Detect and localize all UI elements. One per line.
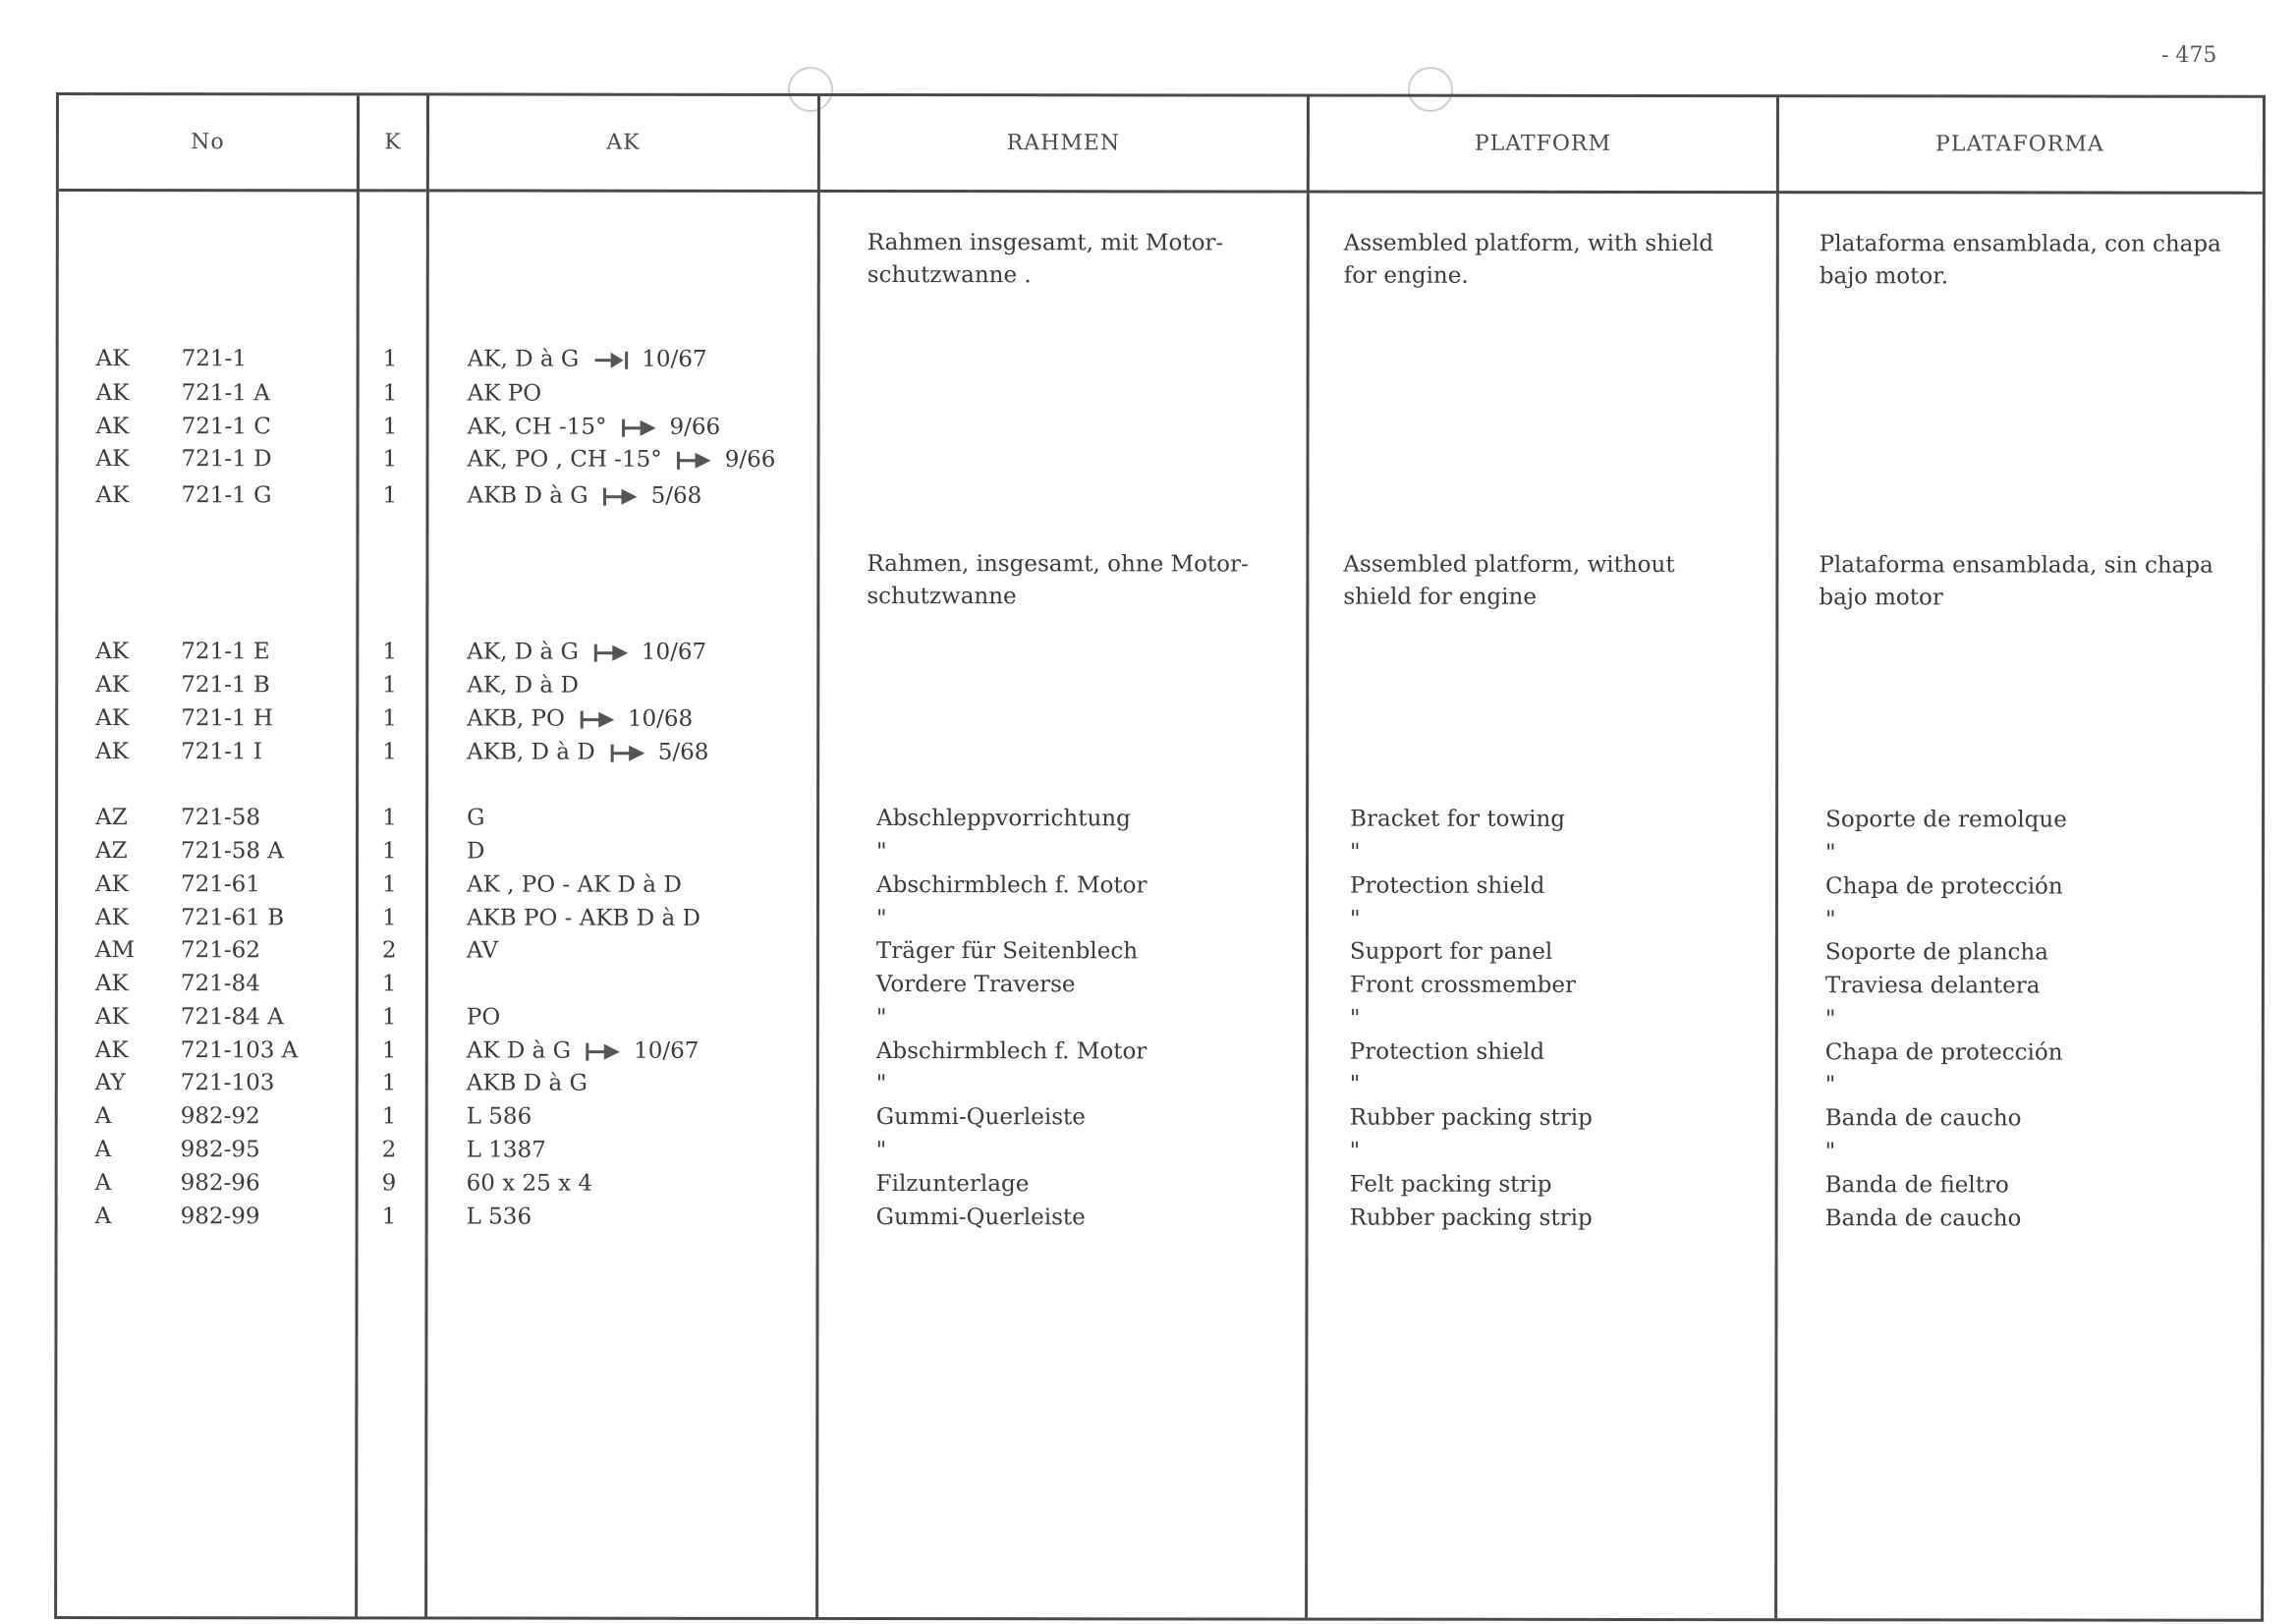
date-code: 10/67 (634, 1037, 700, 1064)
ak-application (467, 906, 700, 931)
quantity: 1 (382, 672, 397, 699)
part-number: 721-103 (180, 1070, 275, 1096)
part-prefix: AK (95, 380, 130, 407)
part-prefix: A (94, 1204, 112, 1230)
quantity: 1 (381, 971, 397, 997)
description-en: Rubber packing strip (1349, 1204, 1593, 1231)
column-divider (1305, 97, 1310, 1618)
from-icon (609, 743, 648, 764)
description-es: " (1825, 840, 1836, 867)
description-en: " (1350, 839, 1361, 866)
ak-code: AK D à G (466, 1037, 572, 1064)
quantity: 1 (381, 1103, 397, 1130)
description-en: " (1349, 1071, 1361, 1097)
part-prefix: AK (95, 739, 129, 765)
date-code: 9/66 (669, 414, 721, 440)
part-number: 721-103 A (180, 1037, 299, 1064)
description-es: Banda de caucho (1824, 1105, 2022, 1132)
part-number: 721-1 C (181, 414, 271, 440)
header-ak: AK (606, 130, 641, 155)
quantity: 1 (382, 482, 398, 509)
column-divider (355, 95, 360, 1616)
part-number: 721-84 A (180, 1004, 284, 1031)
ak-application (467, 1204, 532, 1230)
description-es: Banda de caucho (1824, 1205, 2022, 1232)
ak-application (467, 938, 498, 964)
part-prefix: AZ (95, 805, 128, 831)
part-prefix: AK (95, 446, 130, 473)
part-number: 982-95 (180, 1137, 260, 1163)
part-prefix: A (94, 1103, 112, 1130)
description-de: " (875, 906, 887, 932)
description-es: " (1824, 907, 1836, 933)
start-icon (592, 350, 632, 371)
part-prefix: AK (94, 971, 129, 997)
from-icon (579, 709, 618, 731)
ak-code: AKB D à G (466, 1070, 588, 1096)
description-en: Support for panel (1349, 938, 1553, 965)
part-prefix: AK (95, 672, 130, 699)
date-code: 10/67 (641, 639, 707, 665)
part-number: 721-61 (180, 871, 260, 898)
ak-code: AKB PO - AKB D à D (466, 905, 700, 931)
date-code: 10/68 (627, 705, 694, 732)
from-icon (585, 1041, 624, 1063)
ak-application (467, 1071, 588, 1096)
description-de: " (875, 1138, 887, 1164)
part-number: 721-1 D (181, 446, 272, 473)
description-es: Banda de fieltro (1824, 1172, 2009, 1199)
column-divider (815, 96, 820, 1617)
part-number: 721-1 G (181, 482, 272, 509)
page-number: - 475 (2161, 43, 2217, 68)
description-de: Abschirmblech f. Motor (875, 1038, 1148, 1065)
description-en: Protection shield (1349, 1038, 1545, 1065)
ak-application (468, 347, 707, 372)
ak-code: AK, D à G (467, 346, 580, 372)
ak-code: AV (466, 937, 499, 964)
description-en: Rubber packing strip (1349, 1104, 1593, 1131)
description-de: Träger für Seitenblech (875, 938, 1139, 965)
header-plataforma: PLATAFORMA (1935, 132, 2104, 157)
description-es: Soporte de remolque (1825, 807, 2067, 833)
description-en: Bracket for towing (1350, 806, 1566, 832)
column-divider (1774, 97, 1779, 1618)
quantity: 1 (382, 805, 397, 831)
part-prefix: AK (95, 482, 130, 509)
quantity: 1 (382, 446, 398, 473)
part-prefix: AK (95, 414, 130, 440)
quantity: 1 (381, 1204, 397, 1230)
group-heading-es: Plataforma ensamblada, sin chapa bajo motor (1819, 552, 2213, 611)
part-number: 721-1 A (181, 380, 270, 407)
description-de: " (875, 1071, 887, 1097)
ak-application (467, 839, 484, 865)
ak-code: AK, CH -15° (467, 414, 607, 440)
ak-application (467, 673, 579, 699)
from-icon (602, 486, 642, 508)
ak-code: AKB D à G (467, 482, 588, 509)
date-code: 5/68 (657, 739, 709, 765)
description-de: Vordere Traverse (875, 972, 1076, 998)
quantity: 1 (381, 1037, 397, 1064)
description-en: Front crossmember (1349, 972, 1576, 998)
part-prefix: AK (94, 1037, 129, 1064)
column-divider (424, 95, 429, 1616)
description-es: Chapa de protección (1824, 873, 2063, 900)
group-heading-en: Assembled platform, with shield for engine. (1343, 230, 1714, 289)
ak-code: D (467, 838, 485, 865)
header-no: No (191, 130, 225, 155)
description-en: " (1349, 1138, 1361, 1164)
ak-application (467, 706, 693, 732)
from-icon (676, 450, 715, 472)
ak-application (467, 1038, 700, 1064)
quantity: 1 (382, 380, 398, 407)
quantity: 1 (381, 871, 397, 898)
part-prefix: AZ (95, 838, 128, 865)
ak-application (467, 806, 484, 831)
ak-code: AK, PO , CH -15° (467, 446, 662, 473)
part-prefix: AK (95, 639, 130, 665)
ak-code: AKB, PO (467, 705, 565, 732)
part-prefix: A (94, 1137, 112, 1163)
ak-application (468, 381, 541, 407)
ak-application (467, 1138, 546, 1163)
ak-application (467, 640, 706, 665)
part-number: 982-96 (180, 1170, 260, 1197)
ak-code: L 586 (466, 1103, 532, 1130)
part-number: 982-99 (180, 1204, 260, 1230)
quantity: 1 (382, 639, 397, 665)
part-number: 721-62 (180, 937, 260, 964)
ak-code: L 1387 (466, 1137, 546, 1163)
quantity: 1 (381, 905, 397, 931)
part-number: 982-92 (180, 1103, 260, 1130)
quantity: 1 (381, 1070, 397, 1096)
part-prefix: AM (94, 937, 136, 964)
quantity: 1 (382, 346, 398, 372)
description-es: " (1824, 1139, 1836, 1165)
description-es: Soporte de plancha (1824, 939, 2048, 966)
description-de: Filzunterlage (875, 1171, 1030, 1198)
description-de: " (876, 839, 887, 866)
description-en: " (1349, 906, 1361, 932)
group-heading-es: Plataforma ensamblada, con chapa bajo motor. (1819, 231, 2221, 290)
ak-code: AK PO (467, 380, 542, 407)
part-prefix: AK (95, 346, 130, 372)
part-prefix: AK (94, 871, 129, 898)
ak-code: AKB, D à D (467, 739, 595, 765)
description-es: " (1824, 1072, 1836, 1098)
part-number: 721-61 B (180, 905, 285, 931)
quantity: 1 (382, 739, 397, 765)
description-de: Gummi-Querleiste (875, 1104, 1086, 1131)
header-rahmen: RAHMEN (1006, 131, 1121, 156)
description-de: Abschleppvorrichtung (876, 806, 1131, 832)
group-heading-de: Rahmen insgesamt, mit Motor-schutzwanne . (867, 230, 1224, 289)
part-prefix: A (94, 1170, 112, 1197)
description-en: Protection shield (1349, 872, 1545, 899)
quantity: 2 (381, 937, 397, 964)
date-code: 9/66 (724, 446, 776, 473)
ak-application (467, 740, 708, 765)
ak-code: 60 x 25 x 4 (466, 1170, 593, 1197)
header-platform: PLATFORM (1474, 131, 1612, 156)
group-heading-de: Rahmen, insgesamt, ohne Motor-schutzwanne (867, 551, 1249, 610)
quantity: 9 (381, 1170, 397, 1197)
part-prefix: AK (95, 705, 130, 732)
description-es: Chapa de protección (1824, 1039, 2063, 1066)
group-heading-en: Assembled platform, without shield for engine (1343, 551, 1675, 610)
description-es: Traviesa delantera (1824, 973, 2041, 999)
part-prefix: AK (94, 905, 129, 931)
parts-table (54, 92, 2266, 1622)
part-number: 721-84 (180, 971, 260, 997)
ak-code: L 536 (466, 1204, 532, 1230)
quantity: 2 (381, 1137, 397, 1163)
description-en: " (1349, 1005, 1361, 1032)
description-de: Gummi-Querleiste (875, 1204, 1086, 1231)
description-en: Felt packing strip (1349, 1171, 1552, 1198)
date-code: 10/67 (642, 346, 707, 372)
description-de: " (875, 1005, 887, 1032)
ak-application (467, 872, 682, 898)
from-icon (620, 418, 659, 439)
from-icon (592, 643, 632, 664)
ak-application (467, 1171, 592, 1197)
description-de: Abschirmblech f. Motor (875, 872, 1148, 899)
quantity: 1 (381, 1004, 397, 1031)
part-number: 721-1 E (181, 639, 270, 665)
part-number: 721-1 I (181, 739, 262, 765)
quantity: 1 (382, 838, 397, 865)
part-number: 721-1 (181, 346, 247, 372)
ak-application (467, 1104, 532, 1130)
part-number: 721-58 A (181, 838, 284, 865)
ak-application (468, 415, 721, 440)
ak-application (467, 483, 701, 509)
part-number: 721-1 B (181, 672, 270, 699)
header-k: K (384, 130, 402, 155)
date-code: 5/68 (650, 482, 702, 509)
part-number: 721-1 H (181, 705, 273, 732)
ak-application (468, 447, 776, 473)
ak-application (467, 1005, 500, 1031)
ak-code: AK, D à D (467, 672, 579, 699)
ak-code: AK , PO - AK D à D (466, 871, 682, 898)
ak-code: G (467, 805, 485, 831)
ak-code: PO (466, 1004, 501, 1031)
part-prefix: AY (94, 1070, 126, 1096)
quantity: 1 (382, 414, 398, 440)
part-prefix: AK (94, 1004, 129, 1031)
ak-code: AK, D à G (467, 639, 579, 665)
description-es: " (1824, 1006, 1836, 1033)
part-number: 721-58 (181, 805, 261, 831)
quantity: 1 (382, 705, 397, 732)
